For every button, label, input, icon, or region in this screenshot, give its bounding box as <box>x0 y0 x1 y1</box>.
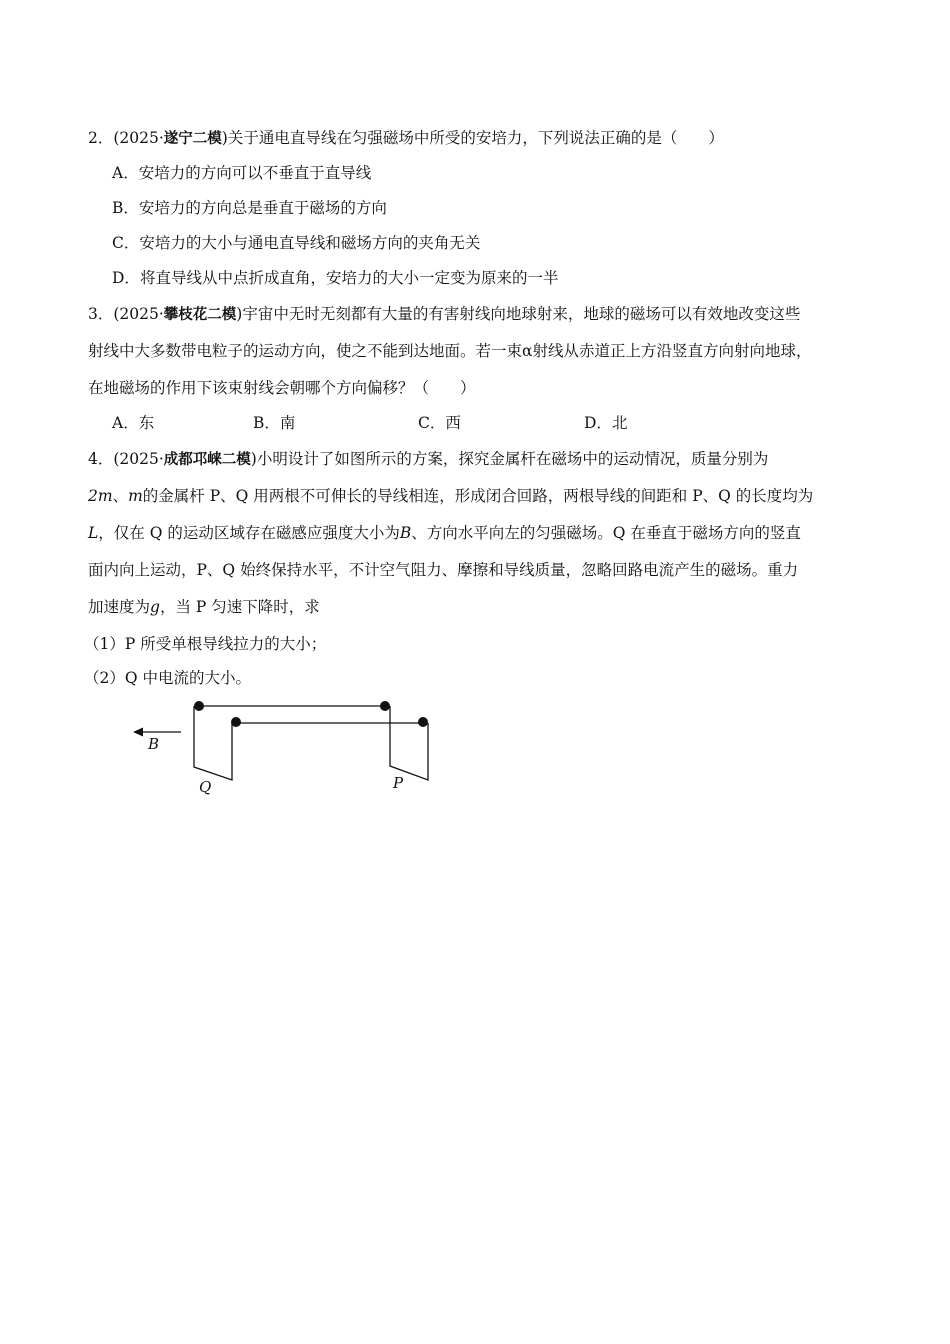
q4-stem-line-2 <box>88 486 813 506</box>
q3-stem-line-1 <box>88 304 800 325</box>
option-text: 东 <box>138 414 155 432</box>
option-letter: D． <box>112 269 140 287</box>
pulley-dot <box>380 701 390 711</box>
option-text: 将直导线从中点折成直角，安培力的大小一定变为原来的一半 <box>139 269 559 287</box>
q2-option-b <box>112 198 387 218</box>
label-p: P <box>393 774 404 792</box>
q3-option-d <box>584 413 627 433</box>
q2-number: 2． <box>88 129 114 147</box>
q4-stem-text-5b: ，当 P 匀速下降时，求 <box>159 598 320 616</box>
option-text: 南 <box>279 414 296 432</box>
option-letter: A． <box>112 164 139 182</box>
q2-option-d <box>112 268 558 288</box>
q4-subquestion-1: （1）P 所受单根导线拉力的大小； <box>84 635 327 653</box>
q2-option-c <box>112 233 480 253</box>
q3-number: 3． <box>88 305 114 323</box>
option-letter: A． <box>112 414 139 432</box>
option-text: 北 <box>611 414 628 432</box>
option-text: 安培力的方向总是垂直于磁场的方向 <box>138 199 387 217</box>
q2-stem-text: 关于通电直导线在匀强磁场中所受的安培力，下列说法正确的是（ ） <box>227 129 724 147</box>
q4-subquestion-2: （2）Q 中电流的大小。 <box>84 669 251 687</box>
q4-stem-text-5a: 加速度为 <box>88 598 151 616</box>
q4-source-close: ) <box>250 450 257 468</box>
q2-source-open: (2025· <box>113 129 164 147</box>
pulley-dot <box>418 717 428 727</box>
q4-stem-text-2: 的金属杆 P、Q 用两根不可伸长的导线相连，形成闭合回路，两根导线的间距和 P、Q 的长度均为 <box>142 487 814 505</box>
var-B: B <box>399 524 412 542</box>
q3-source: 攀枝花二模 <box>163 307 237 323</box>
q4-source-open: (2025· <box>113 450 164 468</box>
option-text: 西 <box>445 414 461 432</box>
q4-stem-line-1 <box>88 449 768 470</box>
option-letter: B． <box>253 414 280 432</box>
var-2m: 2m <box>88 487 113 505</box>
q4-stem-line-3 <box>88 523 801 543</box>
circuit-loop <box>194 706 428 780</box>
q3-option-c <box>418 413 461 433</box>
option-text: 安培力的方向可以不垂直于直导线 <box>138 164 372 182</box>
q4-source: 成都邛崃二模 <box>163 452 251 468</box>
option-letter: B． <box>112 199 139 217</box>
option-letter: C． <box>112 234 140 252</box>
q3-option-a <box>112 413 154 433</box>
q4-figure <box>128 696 448 800</box>
field-label: B <box>148 735 160 753</box>
separator: 、 <box>112 487 129 505</box>
q2-option-a <box>112 163 371 183</box>
option-letter: D． <box>584 414 612 432</box>
option-letter: C． <box>418 414 446 432</box>
var-L: L <box>88 524 99 542</box>
q2-source: 遂宁二模 <box>163 131 222 147</box>
q3-stem-text-1: 宇宙中无时无刻都有大量的有害射线向地球射来，地球的磁场可以有效地改变这些 <box>242 305 801 323</box>
q3-stem-line-2: 射线中大多数带电粒子的运动方向，使之不能到达地面。若一束α射线从赤道正上方沿竖直方向射向地球， <box>88 342 812 360</box>
option-text: 安培力的大小与通电直导线和磁场方向的夹角无关 <box>139 234 481 252</box>
q3-stem-line-3: 在地磁场的作用下该束射线会朝哪个方向偏移？（ ） <box>88 379 476 397</box>
q4-stem-text-1: 小明设计了如图所示的方案，探究金属杆在磁场中的运动情况，质量分别为 <box>256 450 769 468</box>
q2-stem <box>88 128 724 149</box>
pulley-dot <box>194 701 204 711</box>
q4-stem-text-3b: 、方向水平向左的匀强磁场。Q 在垂直于磁场方向的竖直 <box>411 524 801 542</box>
q3-source-close: ) <box>236 305 243 323</box>
var-g: g <box>150 598 160 616</box>
rod-q <box>194 706 232 780</box>
q4-stem-line-5 <box>88 597 320 617</box>
var-m: m <box>128 487 143 505</box>
q2-source-close: ) <box>221 129 228 147</box>
q3-option-b <box>253 413 295 433</box>
pulley-dot <box>231 717 241 727</box>
q3-source-open: (2025· <box>113 305 164 323</box>
q4-stem-text-3a: ，仅在 Q 的运动区域存在磁感应强度大小为 <box>98 524 400 542</box>
q4-number: 4． <box>88 450 114 468</box>
q4-stem-line-4: 面内向上运动，P、Q 始终保持水平，不计空气阻力、摩擦和导线质量，忽略回路电流产生的磁场。重力 <box>88 561 799 579</box>
label-q: Q <box>199 778 212 796</box>
